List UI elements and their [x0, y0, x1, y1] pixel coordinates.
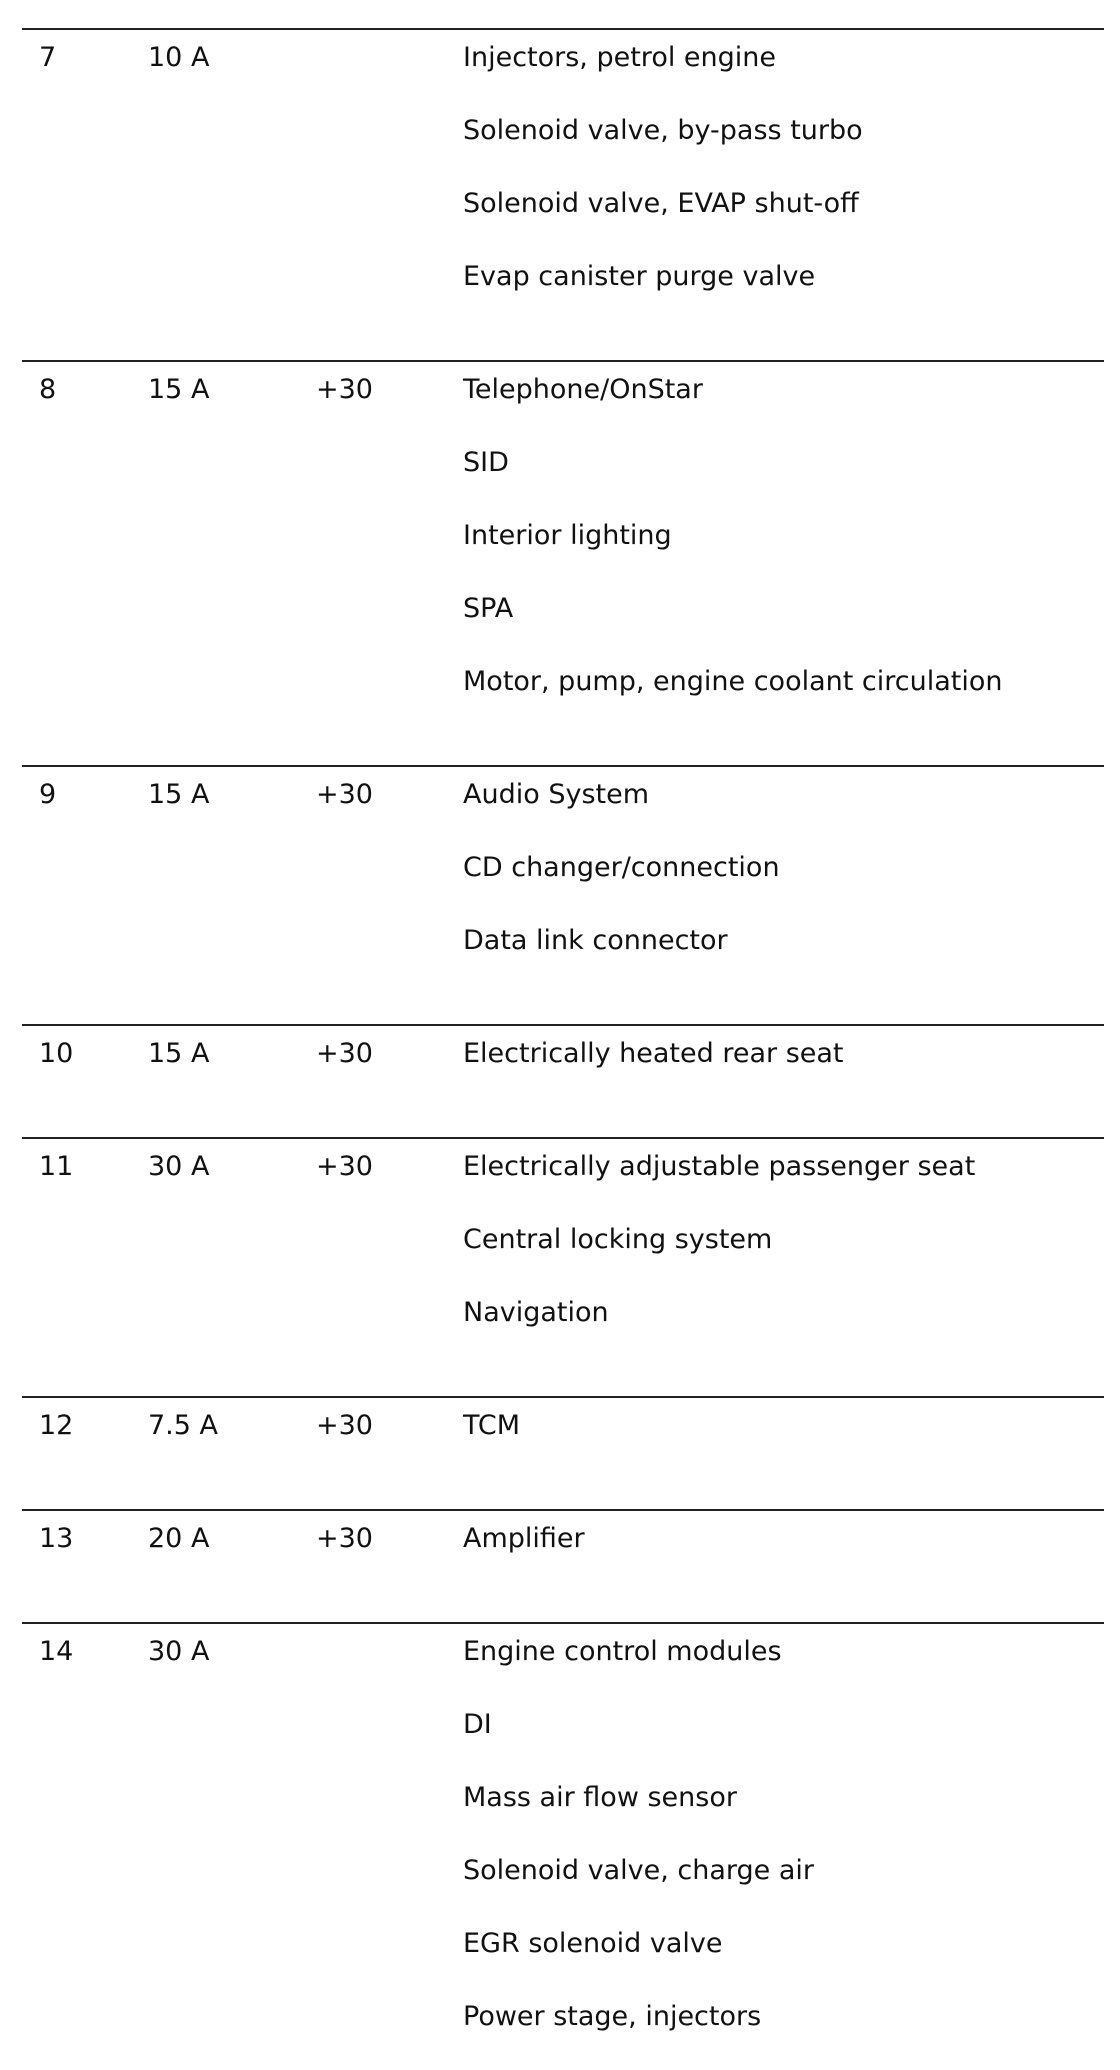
- table-row: [22, 184, 1104, 257]
- fuse-number: 13: [39, 1523, 74, 1554]
- fuse-circuit: SPA: [463, 593, 514, 624]
- fuse-circuit: Telephone/OnStar: [463, 374, 703, 405]
- fuse-group: [22, 765, 1104, 1024]
- fuse-circuit: Engine control modules: [463, 1636, 782, 1667]
- fuse-rating: 7.5 A: [148, 1410, 218, 1441]
- fuse-circuit: SID: [463, 447, 509, 478]
- table-row: [22, 1924, 1104, 1997]
- fuse-number: 10: [39, 1038, 74, 1069]
- fuse-circuit: Interior lighting: [463, 520, 672, 551]
- fuse-circuit: Electrically heated rear seat: [463, 1038, 844, 1069]
- table-row: [22, 1632, 1104, 1705]
- fuse-circuit: Power stage, injectors: [463, 2001, 762, 2032]
- fuse-circuit: Injectors, petrol engine: [463, 42, 777, 73]
- table-row: [22, 370, 1104, 443]
- fuse-number: 8: [39, 374, 57, 405]
- table-row: [22, 38, 1104, 111]
- table-row: [22, 111, 1104, 184]
- fuse-group: [22, 1024, 1104, 1137]
- fuse-circuit: Audio System: [463, 779, 650, 810]
- fuse-number: 11: [39, 1151, 74, 1182]
- table-row: [22, 848, 1104, 921]
- table-row: [22, 662, 1104, 735]
- fuse-power: +30: [316, 779, 373, 810]
- fuse-rating: 15 A: [148, 779, 210, 810]
- fuse-group: [22, 28, 1104, 360]
- fuse-power: +30: [316, 1410, 373, 1441]
- fuse-circuit: Amplifier: [463, 1523, 585, 1554]
- table-row: [22, 1406, 1104, 1479]
- table-row: [22, 1147, 1104, 1220]
- fuse-rating: 30 A: [148, 1151, 210, 1182]
- table-row: [22, 1778, 1104, 1851]
- table-row: [22, 257, 1104, 330]
- fuse-number: 12: [39, 1410, 74, 1441]
- table-row: [22, 443, 1104, 516]
- fuse-rating: 20 A: [148, 1523, 210, 1554]
- fuse-group: [22, 1396, 1104, 1509]
- table-row: [22, 1034, 1104, 1107]
- fuse-table: [22, 28, 1104, 2070]
- fuse-circuit: CD changer/connection: [463, 852, 780, 883]
- fuse-group: [22, 1137, 1104, 1396]
- fuse-circuit: Solenoid valve, by-pass turbo: [463, 115, 863, 146]
- fuse-circuit: EGR solenoid valve: [463, 1928, 723, 1959]
- fuse-number: 7: [39, 42, 57, 73]
- fuse-rating: 15 A: [148, 374, 210, 405]
- fuse-circuit: Solenoid valve, charge air: [463, 1855, 815, 1886]
- fuse-number: 14: [39, 1636, 74, 1667]
- fuse-group: [22, 1622, 1104, 2070]
- table-row: [22, 1220, 1104, 1293]
- fuse-number: 9: [39, 779, 57, 810]
- table-row: [22, 589, 1104, 662]
- fuse-circuit: Mass air flow sensor: [463, 1782, 737, 1813]
- fuse-circuit: Navigation: [463, 1297, 609, 1328]
- fuse-group: [22, 360, 1104, 765]
- fuse-circuit: Evap canister purge valve: [463, 261, 816, 292]
- table-row: [22, 516, 1104, 589]
- fuse-power: +30: [316, 1038, 373, 1069]
- fuse-circuit: Motor, pump, engine coolant circulation: [463, 666, 1003, 697]
- fuse-circuit: Solenoid valve, EVAP shut-off: [463, 188, 859, 219]
- table-row: [22, 1293, 1104, 1366]
- fuse-circuit: Electrically adjustable passenger seat: [463, 1151, 976, 1182]
- table-row: [22, 921, 1104, 994]
- fuse-group: [22, 1509, 1104, 1622]
- fuse-power: +30: [316, 1151, 373, 1182]
- fuse-circuit: Data link connector: [463, 925, 728, 956]
- table-row: [22, 1519, 1104, 1592]
- table-row: [22, 1851, 1104, 1924]
- table-row: [22, 1997, 1104, 2070]
- fuse-circuit: Central locking system: [463, 1224, 773, 1255]
- table-row: [22, 775, 1104, 848]
- fuse-power: +30: [316, 1523, 373, 1554]
- fuse-circuit: DI: [463, 1709, 492, 1740]
- fuse-rating: 30 A: [148, 1636, 210, 1667]
- fuse-circuit: TCM: [463, 1410, 521, 1441]
- fuse-rating: 10 A: [148, 42, 210, 73]
- fuse-power: +30: [316, 374, 373, 405]
- fuse-rating: 15 A: [148, 1038, 210, 1069]
- table-row: [22, 1705, 1104, 1778]
